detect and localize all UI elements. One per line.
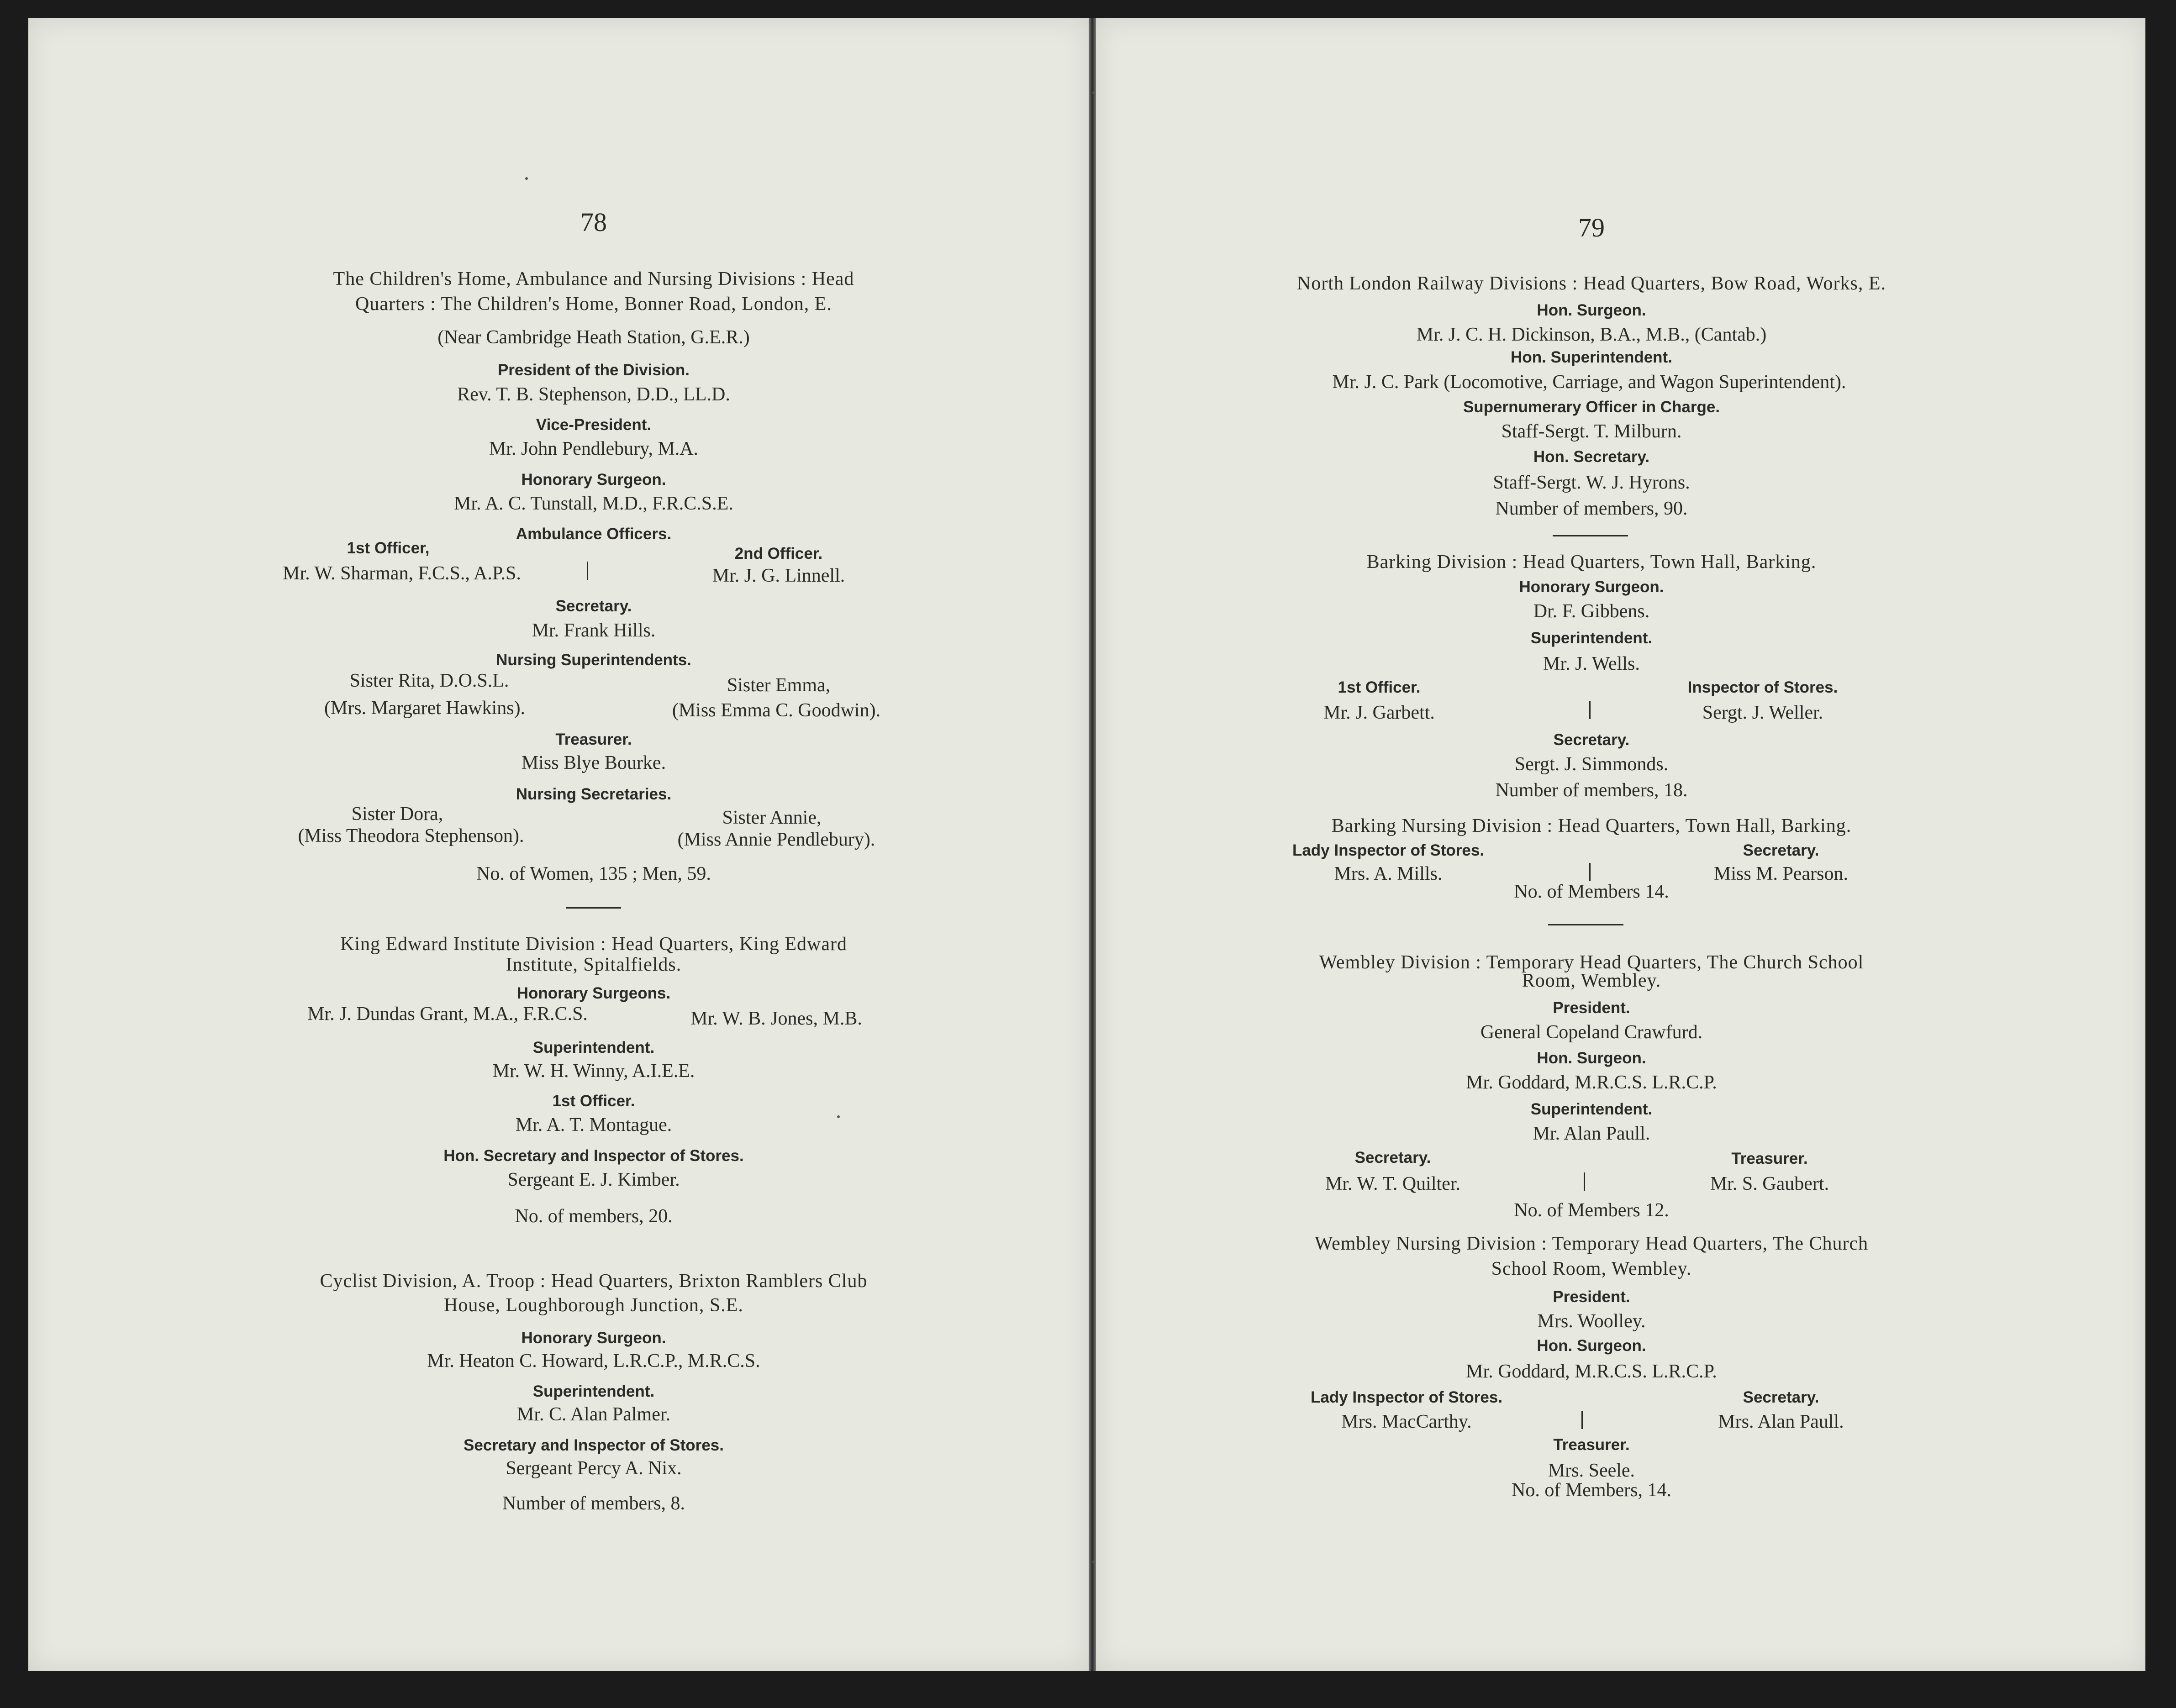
person-name: Staff-Sergt. W. J. Hyrons.: [1493, 472, 1690, 493]
section-heading: Institute, Spitalfields.: [506, 954, 682, 975]
role-label: Inspector of Stores.: [1687, 678, 1838, 696]
person-name: Mr. Goddard, M.R.C.S. L.R.C.P.: [1466, 1361, 1717, 1382]
person-name: Miss Blye Bourke.: [521, 752, 666, 773]
role-label: Hon. Surgeon.: [1537, 1337, 1646, 1355]
section-divider: [1548, 924, 1623, 925]
member-count: No. of members, 20.: [515, 1206, 673, 1227]
person-name: Mr. J. C. H. Dickinson, B.A., M.B., (Cantab.): [1416, 324, 1767, 345]
person-name: Mr. Heaton C. Howard, L.R.C.P., M.R.C.S.: [427, 1351, 760, 1372]
person-name: (Miss Emma C. Goodwin).: [672, 700, 881, 721]
member-count: No. of Members 12.: [1514, 1200, 1669, 1221]
column-divider: [1581, 1411, 1583, 1429]
section-heading: House, Loughborough Junction, S.E.: [444, 1295, 743, 1316]
role-label: Hon. Surgeon.: [1537, 1049, 1646, 1067]
section-heading: Wembley Nursing Division : Temporary Head Quarters, The Church: [1314, 1233, 1869, 1254]
section-heading: North London Railway Divisions : Head Quarters, Bow Road, Works, E.: [1296, 273, 1886, 294]
role-label: Honorary Surgeon.: [521, 1329, 666, 1347]
role-label: Supernumerary Officer in Charge.: [1463, 398, 1720, 416]
member-count: Number of members, 8.: [502, 1493, 685, 1514]
person-name: (Mrs. Margaret Hawkins).: [324, 698, 526, 719]
person-name: Mrs. Alan Paull.: [1718, 1411, 1844, 1432]
role-label: President of the Division.: [497, 361, 690, 379]
person-name: Mr. J. Wells.: [1543, 653, 1640, 674]
person-name: Mr. W. B. Jones, M.B.: [690, 1008, 862, 1029]
member-count: No. of Women, 135 ; Men, 59.: [476, 863, 711, 884]
role-label: Honorary Surgeon.: [521, 471, 666, 489]
person-name: Mrs. Seele.: [1548, 1460, 1635, 1481]
person-name: Staff-Sergt. T. Milburn.: [1501, 421, 1682, 442]
person-name: Mr. Goddard, M.R.C.S. L.R.C.P.: [1466, 1072, 1717, 1093]
role-label: Hon. Secretary.: [1533, 448, 1650, 466]
role-label: Treasurer.: [1553, 1436, 1630, 1454]
member-count: No. of Members, 14.: [1512, 1480, 1671, 1501]
person-name: Mr. Alan Paull.: [1533, 1123, 1650, 1144]
column-divider: [1584, 1172, 1585, 1191]
role-label: Secretary.: [1354, 1149, 1431, 1167]
person-name: Sister Annie,: [722, 807, 822, 828]
book-gutter: [1089, 18, 1096, 1671]
role-label: Secretary.: [1743, 1388, 1819, 1406]
role-label: Secretary.: [1553, 731, 1630, 749]
person-name: Sergt. J. Simmonds.: [1514, 754, 1669, 775]
person-name: Sister Emma,: [727, 675, 831, 696]
role-label: 2nd Officer.: [734, 545, 823, 562]
role-label: Nursing Secretaries.: [516, 785, 672, 803]
role-label: President.: [1553, 1288, 1630, 1306]
role-label: 1st Officer.: [1338, 678, 1421, 696]
binding-thread: [1092, 91, 1095, 94]
role-label: Secretary and Inspector of Stores.: [464, 1436, 724, 1454]
section-heading: School Room, Wembley.: [1491, 1258, 1692, 1279]
person-name: Mr. Frank Hills.: [532, 620, 656, 641]
section-heading: Room, Wembley.: [1522, 970, 1661, 991]
role-label: Honorary Surgeons.: [516, 984, 671, 1002]
person-name: Mr. J. Dundas Grant, M.A., F.R.C.S.: [307, 1004, 588, 1025]
person-name: Mr. W. Sharman, F.C.S., A.P.S.: [283, 563, 521, 584]
role-label: Hon. Surgeon.: [1537, 301, 1646, 319]
section-heading: Barking Nursing Division : Head Quarters, Town Hall, Barking.: [1331, 815, 1852, 836]
station-note: (Near Cambridge Heath Station, G.E.R.): [437, 327, 750, 348]
column-divider: [1589, 701, 1591, 719]
role-label: Treasurer.: [1731, 1150, 1808, 1167]
section-divider: [566, 907, 621, 909]
member-count: Number of members, 90.: [1495, 498, 1688, 519]
person-name: Mrs. A. Mills.: [1334, 863, 1443, 884]
person-name: (Miss Annie Pendlebury).: [677, 829, 875, 850]
section-heading: Cyclist Division, A. Troop : Head Quarters, Brixton Ramblers Club: [320, 1271, 868, 1292]
role-label: Secretary.: [1743, 841, 1819, 859]
role-label: Vice-President.: [536, 416, 652, 434]
role-label: Hon. Secretary and Inspector of Stores.: [443, 1147, 744, 1165]
role-label: Superintendent.: [1530, 1100, 1653, 1118]
person-name: Sergeant Percy A. Nix.: [506, 1458, 682, 1479]
person-name: Mr. C. Alan Palmer.: [517, 1404, 670, 1425]
paper-speck: [525, 177, 528, 180]
member-count: Number of members, 18.: [1495, 780, 1688, 801]
person-name: Mrs. Woolley.: [1537, 1311, 1646, 1332]
section-heading: King Edward Institute Division : Head Quarters, King Edward: [340, 934, 847, 955]
column-divider: [587, 562, 588, 580]
role-label: Superintendent.: [532, 1382, 655, 1400]
member-count: No. of Members 14.: [1514, 881, 1669, 902]
person-name: Mr. J. C. Park (Locomotive, Carriage, and Wagon Superintendent).: [1332, 372, 1846, 393]
role-label: Honorary Surgeon.: [1519, 578, 1664, 596]
person-name: Sergt. J. Weller.: [1702, 702, 1823, 723]
role-label: Nursing Superintendents.: [496, 651, 691, 669]
person-name: General Copeland Crawfurd.: [1480, 1022, 1703, 1043]
right-page: [1096, 18, 2145, 1671]
role-label: Superintendent.: [1530, 629, 1653, 647]
role-label: Secretary.: [555, 597, 632, 615]
role-label: President.: [1553, 999, 1630, 1017]
section-heading: Wembley Division : Temporary Head Quarters, The Church School: [1319, 952, 1864, 973]
role-label: Superintendent.: [532, 1039, 655, 1056]
section-heading: Barking Division : Head Quarters, Town Hall, Barking.: [1366, 552, 1817, 573]
binding-thread: [1092, 1561, 1095, 1563]
page-number-right: 79: [1578, 213, 1605, 242]
person-name: Mr. W. H. Winny, A.I.E.E.: [492, 1061, 695, 1082]
section-heading: Quarters : The Children's Home, Bonner Road, London, E.: [355, 294, 832, 315]
role-label: Ambulance Officers.: [516, 525, 672, 543]
person-name: Mr. S. Gaubert.: [1710, 1173, 1829, 1194]
person-name: Sister Dora,: [351, 804, 443, 825]
person-name: Mrs. MacCarthy.: [1341, 1411, 1472, 1432]
page-number-left: 78: [580, 207, 607, 237]
role-label: Lady Inspector of Stores.: [1292, 841, 1485, 859]
person-name: Mr. J. Garbett.: [1323, 702, 1435, 723]
person-name: Mr. W. T. Quilter.: [1325, 1173, 1460, 1194]
person-name: Mr. John Pendlebury, M.A.: [489, 438, 699, 459]
role-label: Hon. Superintendent.: [1511, 348, 1672, 366]
person-name: (Miss Theodora Stephenson).: [298, 825, 524, 846]
person-name: Miss M. Pearson.: [1713, 863, 1849, 884]
role-label: Lady Inspector of Stores.: [1310, 1388, 1503, 1406]
person-name: Sergeant E. J. Kimber.: [507, 1169, 680, 1190]
role-label: Treasurer.: [555, 730, 632, 748]
paper-speck: [837, 1115, 840, 1118]
person-name: Mr. A. T. Montague.: [515, 1114, 672, 1135]
person-name: Rev. T. B. Stephenson, D.D., LL.D.: [457, 384, 730, 405]
person-name: Mr. A. C. Tunstall, M.D., F.R.C.S.E.: [454, 493, 733, 514]
section-heading: The Children's Home, Ambulance and Nursing Divisions : Head: [333, 268, 854, 289]
person-name: Sister Rita, D.O.S.L.: [349, 670, 509, 691]
column-divider: [1589, 863, 1591, 881]
person-name: Dr. F. Gibbens.: [1533, 601, 1650, 622]
role-label: 1st Officer,: [347, 539, 430, 557]
role-label: 1st Officer.: [552, 1092, 635, 1110]
section-divider: [1553, 535, 1628, 536]
person-name: Mr. J. G. Linnell.: [712, 565, 845, 586]
